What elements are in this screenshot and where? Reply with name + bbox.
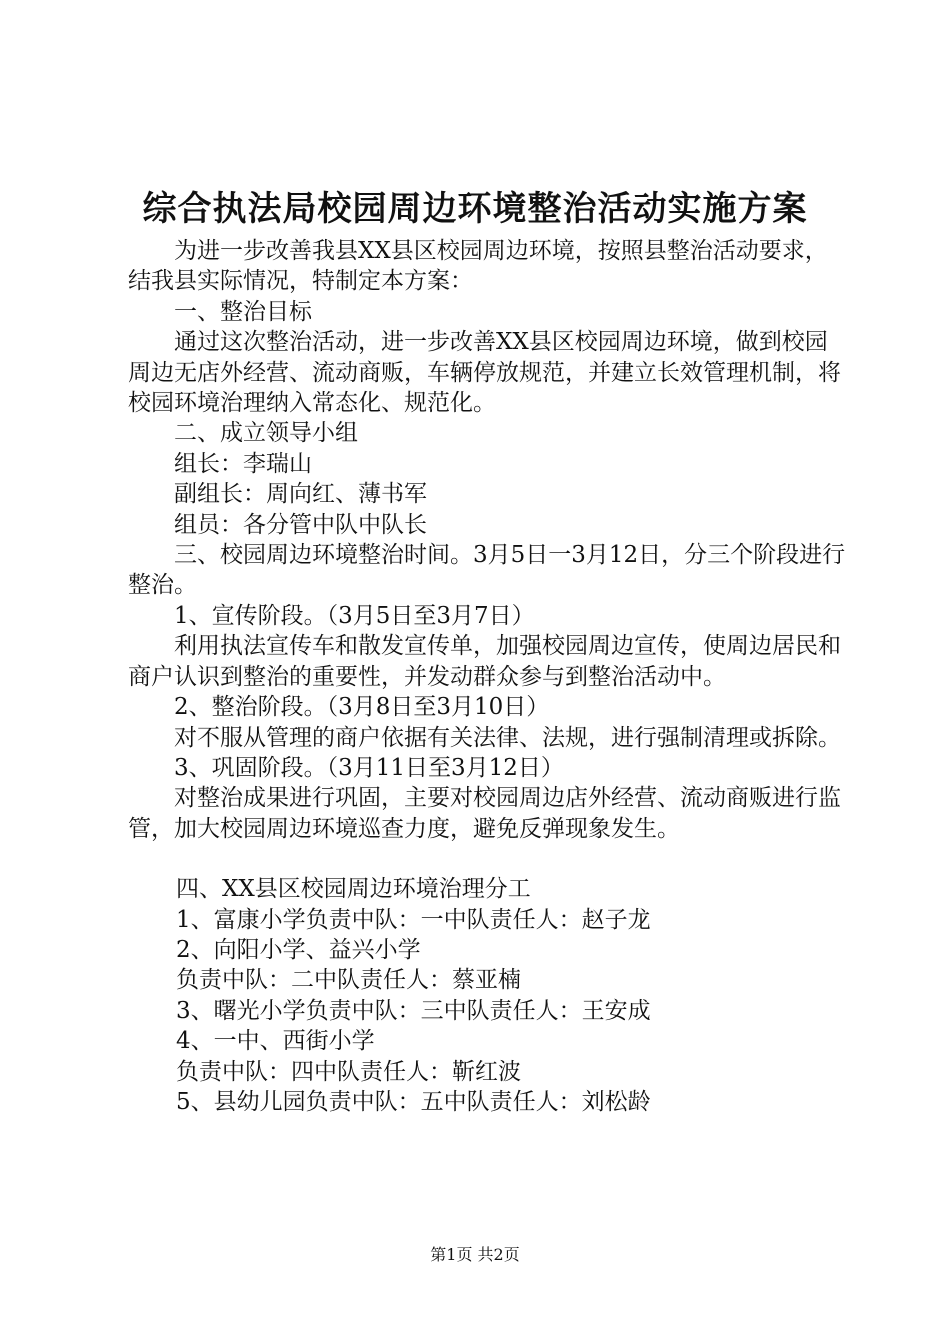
division-item-5: 5、县幼儿园负责中队：五中队责任人：刘松龄 [176, 1088, 651, 1115]
phase-2-heading: 2、整治阶段。（3月8日至3月10日） [174, 694, 550, 721]
phase-1-paragraph: 利用执法宣传车和散发宣传单，加强校园周边宣传，使周边居民和商户认识到整治的重要性，并发动群众参与到整治活动中。 [128, 633, 841, 690]
members-line: 组员：各分管中队中队长 [174, 511, 427, 538]
paragraph-gap [128, 844, 848, 874]
goal-paragraph: 通过这次整治活动，进一步改善XX县区校园周边环境，做到校园周边无店外经营、流动商贩，车辆停放规范，并建立长效管理机制，将校园环境治理纳入常态化、规范化。 [128, 329, 841, 417]
section-heading-schedule: 三、校园周边环境整治时间。3月5日一3月12日，分三个阶段进行整治。 [128, 542, 846, 599]
phase-3-heading: 3、巩固阶段。（3月11日至3月12日） [174, 754, 564, 781]
deputy-leader-line: 副组长：周向红、薄书军 [174, 481, 427, 508]
section-heading-leadership: 二、成立领导小组 [174, 420, 358, 447]
division-item-2-detail: 负责中队：二中队责任人：蔡亚楠 [176, 967, 521, 994]
division-item-1: 1、富康小学负责中队：一中队责任人：赵子龙 [176, 906, 651, 933]
document-body [128, 236, 848, 1117]
section-heading-goal: 一、整治目标 [174, 298, 312, 325]
document-title: 综合执法局校园周边环境整治活动实施方案 [142, 189, 808, 229]
leader-line: 组长：李瑞山 [174, 450, 312, 477]
division-item-4-detail: 负责中队：四中队责任人：靳红波 [176, 1058, 521, 1085]
page-number-footer: 第1页 共2页 [430, 1245, 520, 1264]
division-item-4: 4、一中、西街小学 [176, 1028, 375, 1055]
intro-paragraph: 为进一步改善我县XX县区校园周边环境，按照县整治活动要求，结我县实际情况，特制定本方案： [128, 238, 828, 295]
division-item-2: 2、向阳小学、益兴小学 [176, 936, 421, 963]
phase-3-paragraph: 对整治成果进行巩固，主要对校园周边店外经营、流动商贩进行监管，加大校园周边环境巡查力度，避免反弹现象发生。 [128, 785, 841, 842]
phase-2-paragraph: 对不服从管理的商户依据有关法律、法规，进行强制清理或拆除。 [174, 724, 841, 751]
section-heading-division: 四、XX县区校园周边环境治理分工 [176, 876, 531, 903]
phase-1-heading: 1、宣传阶段。（3月5日至3月7日） [174, 602, 535, 629]
division-item-3: 3、曙光小学负责中队：三中队责任人：王安成 [176, 997, 651, 1024]
